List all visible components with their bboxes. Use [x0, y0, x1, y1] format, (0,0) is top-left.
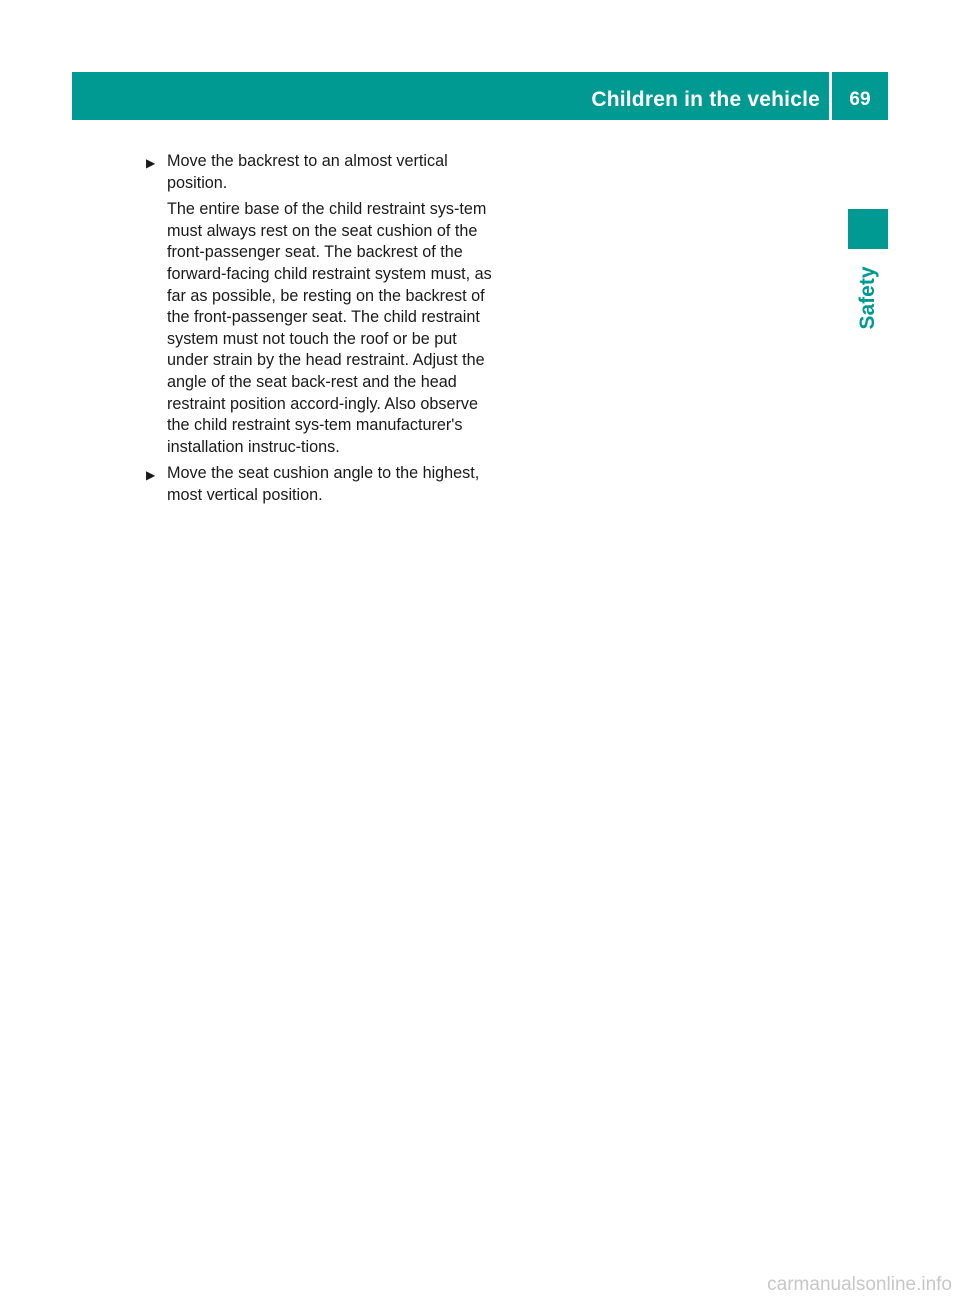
arrow-right-icon: ▶: [146, 156, 156, 170]
instruction-step: [146, 463, 496, 506]
arrow-right-icon: ▶: [146, 468, 156, 483]
watermark: carmanualsonline.info: [767, 1274, 952, 1295]
step-text: Move the backrest to an almost vertical position.: [167, 152, 448, 192]
chapter-title: Children in the vehicle: [591, 88, 820, 111]
section-tab: [848, 209, 888, 249]
instruction-step: [146, 151, 496, 194]
page-number: 69: [849, 89, 871, 110]
header-bar: [72, 72, 888, 120]
content-column: [146, 151, 496, 507]
section-label: Safety: [856, 266, 879, 330]
step-text: Move the seat cushion angle to the highest, most vertical position.: [167, 464, 480, 504]
step-note: The entire base of the child restraint sys-tem must always rest on the seat cushion of the front-passenger seat. The backrest of the forward-facing child restraint system must, as far as possible, be resting on the backrest of the front-passenger seat. The child restraint system must not touch the roof or be put under strain by the head restraint. Adjust the angle of the seat back-rest and the head restraint position accord-ingly. Also observe the child restraint sys-tem manufacturer's installation instruc-tions.: [167, 200, 492, 456]
